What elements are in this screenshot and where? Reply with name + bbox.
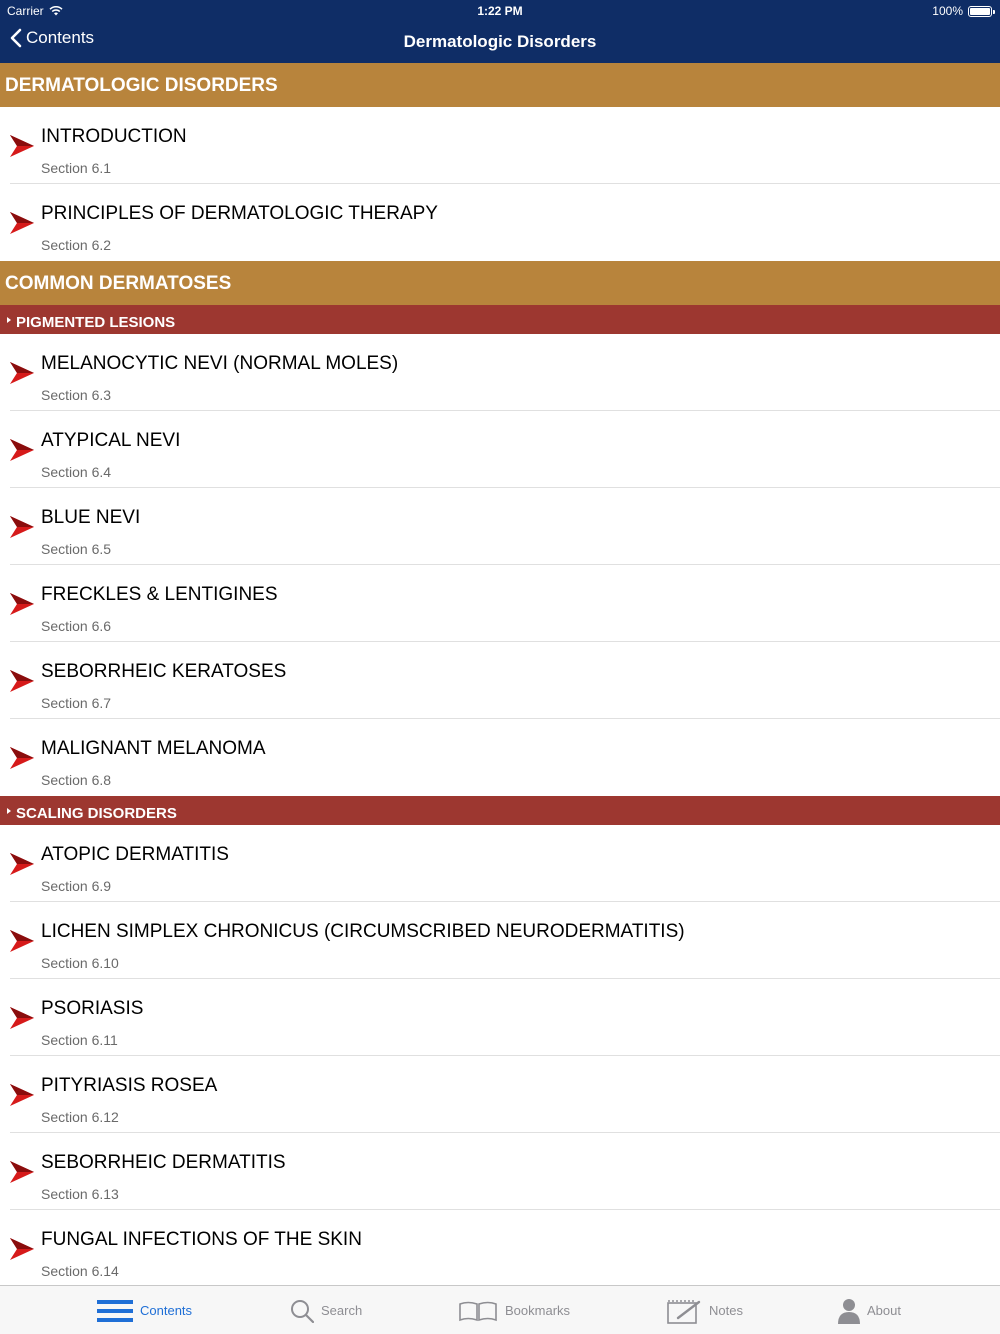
item-section-number: Section 6.14 bbox=[41, 1263, 119, 1279]
search-icon bbox=[290, 1299, 314, 1323]
list-item[interactable] bbox=[10, 565, 1000, 642]
arrow-right-icon bbox=[10, 1238, 34, 1265]
item-title: FRECKLES & LENTIGINES bbox=[41, 584, 278, 605]
arrow-right-icon bbox=[10, 362, 34, 389]
list-item[interactable] bbox=[10, 1210, 1000, 1287]
page-title: Dermatologic Disorders bbox=[403, 32, 597, 51]
item-title: LICHEN SIMPLEX CHRONICUS (CIRCUMSCRIBED NEURODERMATITIS) bbox=[41, 921, 685, 942]
arrow-right-icon bbox=[10, 853, 34, 880]
list-item[interactable] bbox=[10, 488, 1000, 565]
tab-about[interactable] bbox=[838, 1286, 901, 1334]
contents-list bbox=[0, 63, 1000, 1287]
notes-icon bbox=[666, 1298, 702, 1324]
item-section-number: Section 6.9 bbox=[41, 878, 112, 894]
item-title: PRINCIPLES OF DERMATOLOGIC THERAPY bbox=[41, 203, 438, 224]
list-item[interactable] bbox=[10, 184, 1000, 261]
tab-contents[interactable] bbox=[97, 1286, 192, 1334]
arrow-right-icon bbox=[10, 135, 34, 162]
item-title: PITYRIASIS ROSEA bbox=[41, 1075, 218, 1096]
status-time: 1:22 PM bbox=[477, 4, 523, 18]
item-title: MALIGNANT MELANOMA bbox=[41, 738, 266, 759]
tab-bookmarks[interactable] bbox=[458, 1286, 570, 1334]
top-bar bbox=[0, 0, 1000, 63]
book-icon bbox=[458, 1300, 498, 1322]
subsection-header[interactable] bbox=[0, 305, 1000, 334]
list-item[interactable] bbox=[10, 1056, 1000, 1133]
item-title: SEBORRHEIC DERMATITIS bbox=[41, 1152, 286, 1173]
item-title: FUNGAL INFECTIONS OF THE SKIN bbox=[41, 1229, 362, 1250]
list-item[interactable] bbox=[10, 334, 1000, 411]
list-item[interactable] bbox=[10, 107, 1000, 184]
item-title: SEBORRHEIC KERATOSES bbox=[41, 661, 287, 682]
battery-status bbox=[932, 4, 992, 18]
list-item[interactable] bbox=[10, 979, 1000, 1056]
back-label: Contents bbox=[26, 28, 95, 47]
list-item[interactable] bbox=[10, 1133, 1000, 1210]
list-item[interactable] bbox=[10, 825, 1000, 902]
arrow-right-icon bbox=[10, 1007, 34, 1034]
battery-icon bbox=[968, 6, 992, 17]
tab-notes[interactable] bbox=[666, 1286, 743, 1334]
tab-bar bbox=[0, 1285, 1000, 1334]
arrow-right-icon bbox=[10, 1161, 34, 1188]
tab-label: About bbox=[867, 1303, 901, 1318]
battery-percent: 100% bbox=[932, 4, 963, 18]
item-title: ATYPICAL NEVI bbox=[41, 430, 181, 451]
list-item[interactable] bbox=[10, 902, 1000, 979]
item-section-number: Section 6.8 bbox=[41, 772, 112, 788]
tab-search[interactable] bbox=[290, 1286, 362, 1334]
list-item[interactable] bbox=[10, 411, 1000, 488]
section-header: DERMATOLOGIC DISORDERS bbox=[0, 63, 1000, 107]
list-item[interactable] bbox=[10, 719, 1000, 796]
tab-label: Search bbox=[321, 1303, 363, 1318]
person-icon bbox=[838, 1298, 860, 1324]
arrow-right-icon bbox=[10, 593, 34, 620]
subsection-label: PIGMENTED LESIONS bbox=[16, 314, 176, 331]
item-section-number: Section 6.10 bbox=[41, 955, 119, 971]
item-title: MELANOCYTIC NEVI (NORMAL MOLES) bbox=[41, 353, 399, 374]
item-section-number: Section 6.6 bbox=[41, 618, 112, 634]
item-section-number: Section 6.7 bbox=[41, 695, 112, 711]
arrow-right-icon bbox=[10, 930, 34, 957]
list-icon bbox=[97, 1299, 133, 1323]
arrow-right-icon bbox=[10, 1084, 34, 1111]
arrow-right-icon bbox=[10, 670, 34, 697]
tab-label: Notes bbox=[709, 1303, 743, 1318]
item-title: BLUE NEVI bbox=[41, 507, 141, 528]
subsection-label: SCALING DISORDERS bbox=[16, 805, 177, 822]
arrow-right-icon bbox=[10, 516, 34, 543]
list-item[interactable] bbox=[10, 642, 1000, 719]
tab-label: Contents bbox=[140, 1303, 193, 1318]
section-header: COMMON DERMATOSES bbox=[0, 261, 1000, 305]
navigation-bar bbox=[0, 22, 1000, 63]
item-section-number: Section 6.1 bbox=[41, 160, 112, 176]
item-title: ATOPIC DERMATITIS bbox=[41, 844, 229, 865]
item-title: INTRODUCTION bbox=[41, 126, 187, 147]
tab-label: Bookmarks bbox=[505, 1303, 571, 1318]
disclosure-triangle-icon bbox=[7, 808, 11, 814]
item-section-number: Section 6.3 bbox=[41, 387, 112, 403]
carrier-label: Carrier bbox=[7, 4, 44, 18]
item-section-number: Section 6.11 bbox=[41, 1032, 118, 1048]
item-section-number: Section 6.5 bbox=[41, 541, 112, 557]
arrow-right-icon bbox=[10, 439, 34, 466]
item-section-number: Section 6.12 bbox=[41, 1109, 119, 1125]
arrow-right-icon bbox=[10, 212, 34, 239]
subsection-header[interactable] bbox=[0, 796, 1000, 825]
disclosure-triangle-icon bbox=[7, 317, 11, 323]
status-bar bbox=[0, 0, 1000, 22]
item-section-number: Section 6.2 bbox=[41, 237, 112, 253]
arrow-right-icon bbox=[10, 747, 34, 774]
item-title: PSORIASIS bbox=[41, 998, 144, 1019]
item-section-number: Section 6.4 bbox=[41, 464, 112, 480]
item-section-number: Section 6.13 bbox=[41, 1186, 119, 1202]
